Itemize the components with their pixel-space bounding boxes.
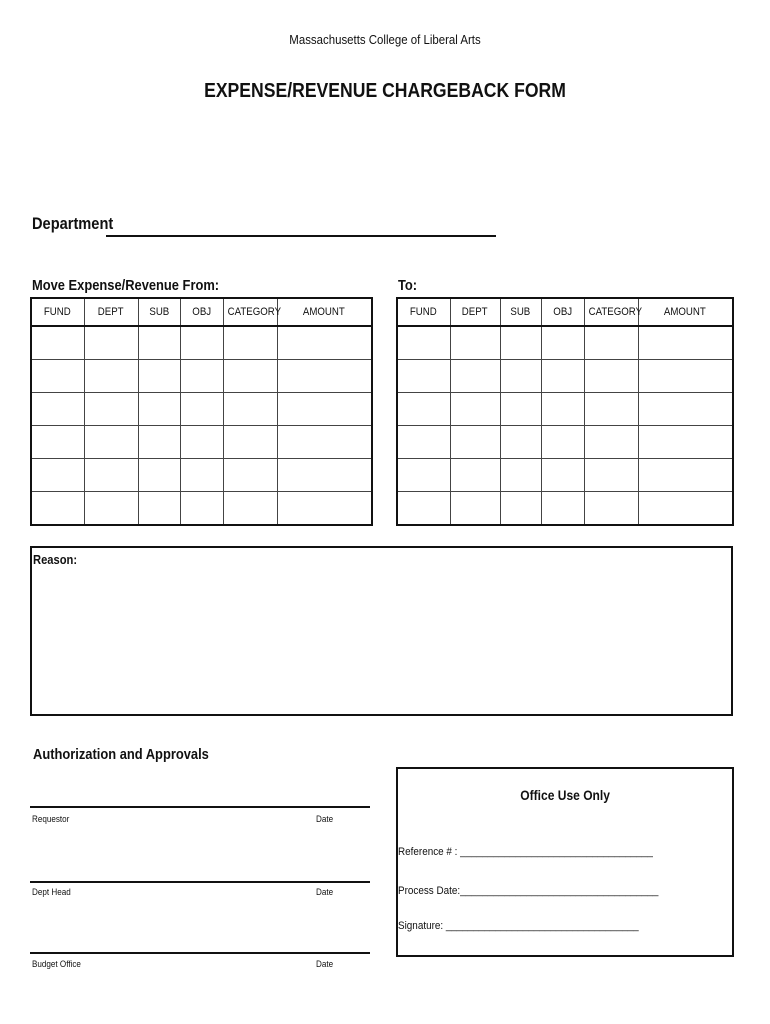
column-header: SUB bbox=[500, 298, 541, 326]
reason-textarea[interactable] bbox=[30, 546, 733, 716]
budget-office-signature-line[interactable] bbox=[30, 952, 370, 954]
table-cell[interactable] bbox=[31, 393, 84, 426]
column-header: DEPT bbox=[84, 298, 138, 326]
department-label: Department bbox=[32, 214, 114, 233]
table-row bbox=[31, 360, 372, 393]
move-from-label: Move Expense/Revenue From: bbox=[32, 277, 220, 294]
from-table-header bbox=[31, 298, 372, 326]
form-title: EXPENSE/REVENUE CHARGEBACK FORM bbox=[204, 80, 566, 102]
table-cell[interactable] bbox=[500, 426, 541, 459]
table-cell[interactable] bbox=[500, 459, 541, 492]
table-cell[interactable] bbox=[584, 459, 638, 492]
table-cell[interactable] bbox=[180, 360, 223, 393]
table-row bbox=[31, 426, 372, 459]
table-cell[interactable] bbox=[541, 326, 584, 360]
office-use-title: Office Use Only bbox=[520, 787, 610, 803]
table-cell[interactable] bbox=[138, 492, 180, 526]
table-cell[interactable] bbox=[223, 393, 277, 426]
table-cell[interactable] bbox=[638, 492, 733, 526]
table-cell[interactable] bbox=[31, 459, 84, 492]
process-date-field[interactable]: Process Date:____________________________________ bbox=[398, 885, 659, 897]
table-cell[interactable] bbox=[84, 459, 138, 492]
table-cell[interactable] bbox=[541, 492, 584, 526]
table-cell[interactable] bbox=[584, 426, 638, 459]
table-cell[interactable] bbox=[84, 492, 138, 526]
institution-name: Massachusetts College of Liberal Arts bbox=[289, 32, 481, 47]
table-cell[interactable] bbox=[541, 393, 584, 426]
reference-number-field[interactable]: Reference # : ___________________________________ bbox=[398, 846, 653, 858]
table-cell[interactable] bbox=[500, 492, 541, 526]
table-cell[interactable] bbox=[138, 393, 180, 426]
table-cell[interactable] bbox=[584, 492, 638, 526]
table-cell[interactable] bbox=[277, 360, 372, 393]
budget-office-date-label: Date bbox=[316, 959, 334, 969]
table-cell[interactable] bbox=[638, 393, 733, 426]
table-cell[interactable] bbox=[138, 459, 180, 492]
table-cell[interactable] bbox=[397, 393, 450, 426]
column-header: SUB bbox=[138, 298, 180, 326]
table-cell[interactable] bbox=[450, 326, 500, 360]
table-cell[interactable] bbox=[84, 426, 138, 459]
table-cell[interactable] bbox=[541, 426, 584, 459]
table-row bbox=[397, 492, 733, 526]
column-header: OBJ bbox=[180, 298, 223, 326]
table-cell[interactable] bbox=[223, 426, 277, 459]
table-cell[interactable] bbox=[138, 426, 180, 459]
table-cell[interactable] bbox=[223, 492, 277, 526]
table-cell[interactable] bbox=[450, 360, 500, 393]
table-cell[interactable] bbox=[138, 360, 180, 393]
table-cell[interactable] bbox=[397, 459, 450, 492]
table-cell[interactable] bbox=[277, 393, 372, 426]
table-cell[interactable] bbox=[584, 326, 638, 360]
to-table bbox=[396, 297, 734, 526]
table-row bbox=[397, 326, 733, 360]
table-cell[interactable] bbox=[541, 459, 584, 492]
table-row bbox=[31, 393, 372, 426]
table-cell[interactable] bbox=[450, 426, 500, 459]
approvals-title: Authorization and Approvals bbox=[33, 746, 209, 763]
table-cell[interactable] bbox=[500, 360, 541, 393]
table-row bbox=[31, 459, 372, 492]
to-table-header bbox=[397, 298, 733, 326]
table-cell[interactable] bbox=[84, 360, 138, 393]
table-cell[interactable] bbox=[450, 492, 500, 526]
table-cell[interactable] bbox=[138, 326, 180, 360]
table-cell[interactable] bbox=[638, 459, 733, 492]
column-header: FUND bbox=[397, 298, 450, 326]
table-cell[interactable] bbox=[638, 360, 733, 393]
table-cell[interactable] bbox=[397, 326, 450, 360]
dept-head-label: Dept Head bbox=[32, 887, 71, 897]
column-header: CATEGORY bbox=[223, 298, 277, 326]
table-cell[interactable] bbox=[31, 326, 84, 360]
table-cell[interactable] bbox=[84, 326, 138, 360]
table-cell[interactable] bbox=[397, 426, 450, 459]
table-cell[interactable] bbox=[500, 326, 541, 360]
table-row bbox=[31, 326, 372, 360]
table-cell[interactable] bbox=[180, 326, 223, 360]
requestor-date-label: Date bbox=[316, 814, 334, 824]
table-cell[interactable] bbox=[84, 393, 138, 426]
column-header: DEPT bbox=[450, 298, 500, 326]
table-cell[interactable] bbox=[584, 393, 638, 426]
dept-head-signature-line[interactable] bbox=[30, 881, 370, 883]
dept-head-date-label: Date bbox=[316, 887, 334, 897]
table-row bbox=[397, 360, 733, 393]
table-cell[interactable] bbox=[450, 459, 500, 492]
column-header: AMOUNT bbox=[277, 298, 372, 326]
table-cell[interactable] bbox=[223, 326, 277, 360]
table-cell[interactable] bbox=[500, 393, 541, 426]
requestor-signature-line[interactable] bbox=[30, 806, 370, 808]
table-row bbox=[397, 459, 733, 492]
table-cell[interactable] bbox=[450, 393, 500, 426]
table-cell[interactable] bbox=[180, 393, 223, 426]
table-cell[interactable] bbox=[638, 426, 733, 459]
table-row bbox=[397, 426, 733, 459]
office-signature-field[interactable]: Signature: ___________________________________ bbox=[398, 920, 639, 932]
column-header: FUND bbox=[31, 298, 84, 326]
table-cell[interactable] bbox=[638, 326, 733, 360]
table-row bbox=[31, 492, 372, 526]
table-cell[interactable] bbox=[180, 492, 223, 526]
move-to-label: To: bbox=[398, 277, 418, 294]
department-field-line[interactable] bbox=[106, 235, 496, 237]
table-cell[interactable] bbox=[223, 459, 277, 492]
table-cell[interactable] bbox=[31, 492, 84, 526]
table-cell[interactable] bbox=[584, 360, 638, 393]
table-cell[interactable] bbox=[397, 360, 450, 393]
table-row bbox=[397, 393, 733, 426]
table-cell[interactable] bbox=[31, 360, 84, 393]
column-header: AMOUNT bbox=[638, 298, 733, 326]
column-header: OBJ bbox=[541, 298, 584, 326]
table-cell[interactable] bbox=[31, 426, 84, 459]
table-cell[interactable] bbox=[180, 426, 223, 459]
reason-label: Reason: bbox=[33, 552, 78, 567]
from-table bbox=[30, 297, 373, 526]
requestor-label: Requestor bbox=[32, 814, 70, 824]
table-cell[interactable] bbox=[277, 326, 372, 360]
table-cell[interactable] bbox=[541, 360, 584, 393]
table-cell[interactable] bbox=[180, 459, 223, 492]
budget-office-label: Budget Office bbox=[32, 959, 81, 969]
table-cell[interactable] bbox=[277, 492, 372, 526]
column-header: CATEGORY bbox=[584, 298, 638, 326]
table-cell[interactable] bbox=[277, 459, 372, 492]
table-cell[interactable] bbox=[277, 426, 372, 459]
table-cell[interactable] bbox=[397, 492, 450, 526]
table-cell[interactable] bbox=[223, 360, 277, 393]
